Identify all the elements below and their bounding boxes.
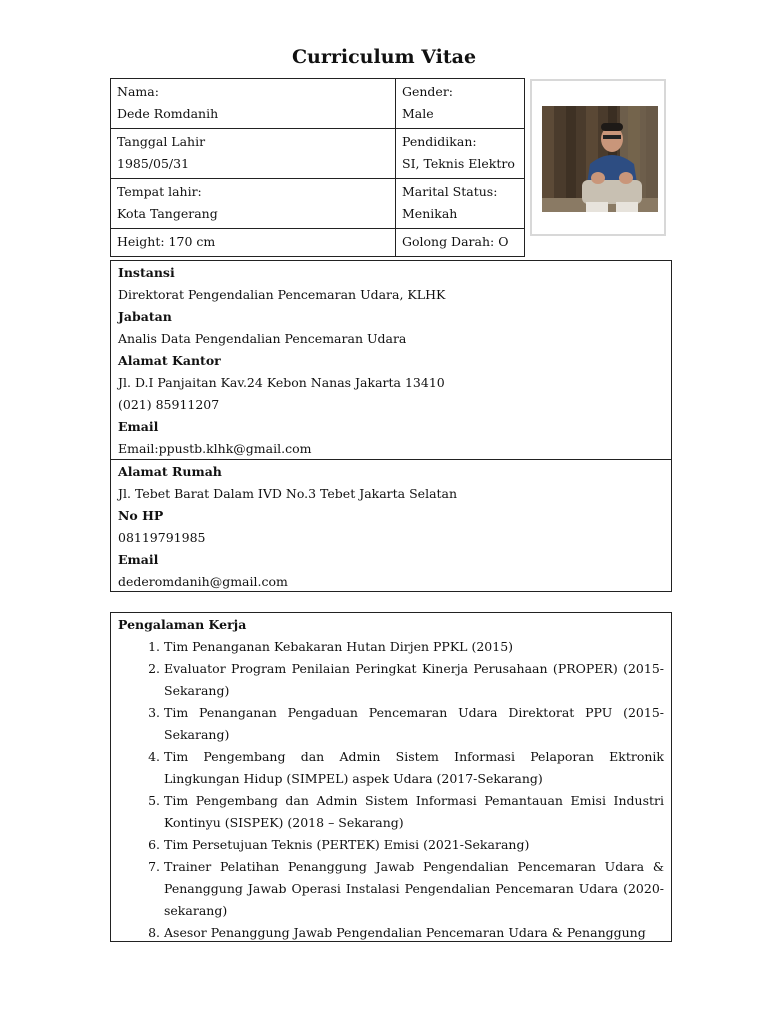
gender-value: Male — [402, 106, 434, 121]
item-text: Asesor Penanggung Jawab Pengendalian Pencemaran Udara & Penanggung — [164, 925, 646, 940]
nama-cell — [111, 79, 396, 129]
email-pribadi-label: Email — [118, 552, 159, 567]
item-text: Tim Penanganan Pengaduan Pencemaran Udara Direktorat PPU (2015-Sekarang) — [164, 705, 664, 742]
item-number: 1. — [148, 639, 160, 654]
item-number: 3. — [148, 705, 160, 720]
pendidikan-cell — [396, 129, 525, 179]
profile-photo — [542, 106, 658, 212]
experience-box — [110, 612, 672, 942]
alamat-rumah-value: Jl. Tebet Barat Dalam IVD No.3 Tebet Jakarta Selatan — [118, 486, 458, 501]
gender-label: Gender: — [402, 84, 454, 99]
tanggal-lahir-value: 1985/05/31 — [117, 156, 190, 171]
no-hp-value: 08119791985 — [118, 530, 206, 545]
instansi-value: Direktorat Pengendalian Pencemaran Udara, KLHK — [118, 287, 446, 302]
email-kantor-value: Email:ppustb.klhk@gmail.com — [118, 441, 312, 456]
contact-box — [110, 260, 672, 592]
list-item — [118, 834, 664, 856]
item-text: Trainer Pelatihan Penanggung Jawab Pengendalian Pencemaran Udara & Penanggung Jawab Operasi Instalasi Pengendalian Pencemaran Udara (2020-sekarang) — [164, 859, 664, 918]
item-text: Evaluator Program Penilaian Peringkat Kinerja Perusahaan (PROPER) (2015-Sekarang) — [164, 661, 664, 698]
email-pribadi-value: dederomdanih@gmail.com — [118, 574, 288, 589]
list-item — [118, 922, 664, 942]
tempat-lahir-label: Tempat lahir: — [117, 184, 202, 199]
alamat-kantor-label: Alamat Kantor — [118, 353, 221, 368]
item-text: Tim Persetujuan Teknis (PERTEK) Emisi (2021-Sekarang) — [164, 837, 530, 852]
item-number: 5. — [148, 793, 160, 808]
jabatan-label: Jabatan — [118, 309, 172, 324]
item-number: 4. — [148, 749, 160, 764]
tanggal-lahir-label: Tanggal Lahir — [117, 134, 206, 149]
alamat-kantor-value: Jl. D.I Panjaitan Kav.24 Kebon Nanas Jakarta 13410 — [118, 375, 445, 390]
pendidikan-label: Pendidikan: — [402, 134, 477, 149]
alamat-rumah-label: Alamat Rumah — [118, 464, 222, 479]
item-text: Tim Pengembang dan Admin Sistem Informasi Pemantauan Emisi Industri Kontinyu (SISPEK) (2018 – Sekarang) — [164, 793, 664, 830]
list-item — [118, 658, 664, 702]
height-cell: Height: 170 cm — [111, 229, 396, 257]
item-number: 6. — [148, 837, 160, 852]
item-number: 2. — [148, 661, 160, 676]
experience-list — [118, 636, 664, 942]
marital-cell — [396, 179, 525, 229]
tempat-lahir-value: Kota Tangerang — [117, 206, 218, 221]
personal-info-table — [110, 78, 525, 257]
telepon-kantor-value: (021) 85911207 — [118, 397, 220, 412]
no-hp-label: No HP — [118, 508, 164, 523]
tempat-lahir-cell — [111, 179, 396, 229]
item-text: Tim Pengembang dan Admin Sistem Informasi Pelaporan Ektronik Lingkungan Hidup (SIMPEL) aspek Udara (2017-Sekarang) — [164, 749, 664, 786]
office-section — [111, 261, 671, 459]
list-item — [118, 746, 664, 790]
pendidikan-value: SI, Teknis Elektro — [402, 156, 515, 171]
nama-label: Nama: — [117, 84, 159, 99]
item-number: 8. — [148, 925, 160, 940]
email-kantor-label: Email — [118, 419, 159, 434]
instansi-label: Instansi — [118, 265, 175, 280]
golongan-darah-cell: Golong Darah: O — [396, 229, 525, 257]
marital-value: Menikah — [402, 206, 458, 221]
list-item — [118, 636, 664, 658]
gender-cell — [396, 79, 525, 129]
list-item — [118, 702, 664, 746]
page-title: Curriculum Vitae — [291, 46, 477, 68]
list-item — [118, 790, 664, 834]
home-section — [111, 459, 671, 591]
item-text: Tim Penanganan Kebakaran Hutan Dirjen PPKL (2015) — [164, 639, 514, 654]
marital-label: Marital Status: — [402, 184, 498, 199]
photo-frame — [530, 79, 666, 236]
experience-label: Pengalaman Kerja — [118, 617, 247, 632]
jabatan-value: Analis Data Pengendalian Pencemaran Udara — [118, 331, 407, 346]
item-number: 7. — [148, 859, 160, 874]
tanggal-lahir-cell — [111, 129, 396, 179]
nama-value: Dede Romdanih — [117, 106, 219, 121]
list-item — [118, 856, 664, 922]
